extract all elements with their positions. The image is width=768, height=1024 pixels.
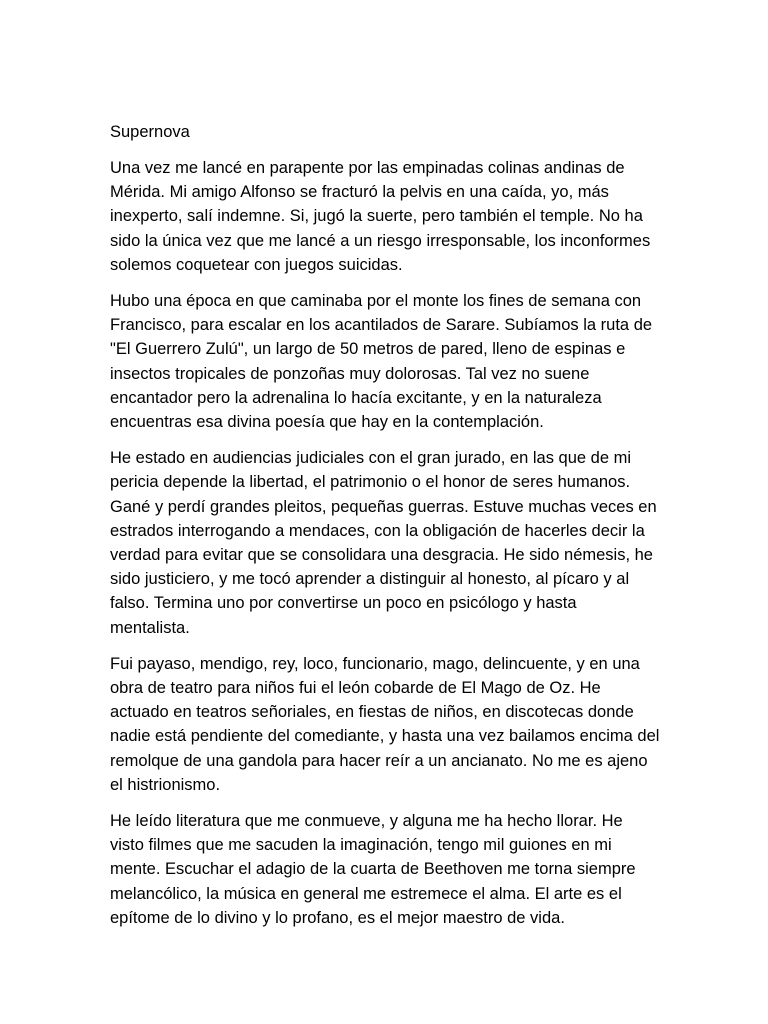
paragraph-line: encuentras esa divina poesía que hay en la contemplación. <box>110 413 544 432</box>
paragraph-line: solemos coquetear con juegos suicidas. <box>110 255 403 274</box>
paragraph-line: Mérida. Mi amigo Alfonso se fracturó la pelvis en una caída, yo, más <box>110 183 609 202</box>
paragraph-line: epítome de lo divino y lo profano, es el mejor maestro de vida. <box>110 908 565 927</box>
document-paragraph <box>110 652 670 797</box>
paragraph-line: visto filmes que me sacuden la imaginación, tengo mil guiones en mi <box>110 836 612 855</box>
paragraph-line: Gané y perdí grandes pleitos, pequeñas guerras. Estuve muchas veces en <box>110 497 657 516</box>
paragraph-line: el histrionismo. <box>110 775 221 794</box>
paragraph-line: mente. Escuchar el adagio de la cuarta de Beethoven me torna siempre <box>110 860 636 879</box>
paragraph-line: He estado en audiencias judiciales con el gran jurado, en las que de mi <box>110 449 631 468</box>
paragraph-line: Hubo una época en que caminaba por el monte los fines de semana con <box>110 292 642 311</box>
paragraph-line: actuado en teatros señoriales, en fiestas de niños, en discotecas donde <box>110 703 634 722</box>
paragraph-line: melancólico, la música en general me estremece el alma. El arte es el <box>110 884 622 903</box>
paragraph-line: inexperto, salí indemne. Si, jugó la suerte, pero también el temple. No ha <box>110 207 643 226</box>
paragraph-line: falso. Termina uno por convertirse un poco en psicólogo y hasta <box>110 594 577 613</box>
document-paragraph <box>110 289 670 434</box>
paragraph-line: He leído literatura que me conmueve, y alguna me ha hecho llorar. He <box>110 812 623 831</box>
paragraph-line: encantador pero la adrenalina lo hacía excitante, y en la naturaleza <box>110 388 602 407</box>
paragraph-line: mentalista. <box>110 618 190 637</box>
paragraph-line: "El Guerrero Zulú", un largo de 50 metros de pared, lleno de espinas e <box>110 340 626 359</box>
paragraph-line: Fui payaso, mendigo, rey, loco, funcionario, mago, delincuente, y en una <box>110 654 640 673</box>
paragraph-line: obra de teatro para niños fui el león cobarde de El Mago de Oz. He <box>110 679 601 698</box>
paragraph-line: estrados interrogando a mendaces, con la obligación de hacerles decir la <box>110 521 645 540</box>
paragraph-line: sido la única vez que me lancé a un riesgo irresponsable, los inconformes <box>110 231 651 250</box>
paragraph-line: Francisco, para escalar en los acantilados de Sarare. Subíamos la ruta de <box>110 316 653 335</box>
document-paragraph <box>110 156 670 277</box>
document-body <box>110 156 670 930</box>
paragraph-line: insectos tropicales de ponzoñas muy dolorosas. Tal vez no suene <box>110 364 590 383</box>
document-page <box>110 120 670 942</box>
document-paragraph <box>110 809 670 930</box>
paragraph-line: remolque de una gandola para hacer reír a un ancianato. No me es ajeno <box>110 751 648 770</box>
paragraph-line: Una vez me lancé en parapente por las empinadas colinas andinas de <box>110 159 625 177</box>
document-paragraph <box>110 446 670 640</box>
paragraph-line: sido justiciero, y me tocó aprender a distinguir al honesto, al pícaro y al <box>110 570 630 589</box>
paragraph-line: verdad para evitar que se consolidara una desgracia. He sido némesis, he <box>110 546 653 565</box>
paragraph-line: pericia depende la libertad, el patrimonio o el honor de seres humanos. <box>110 473 631 492</box>
paragraph-line: nadie está pendiente del comediante, y hasta una vez bailamos encima del <box>110 727 660 746</box>
document-title: Supernova <box>110 123 190 141</box>
